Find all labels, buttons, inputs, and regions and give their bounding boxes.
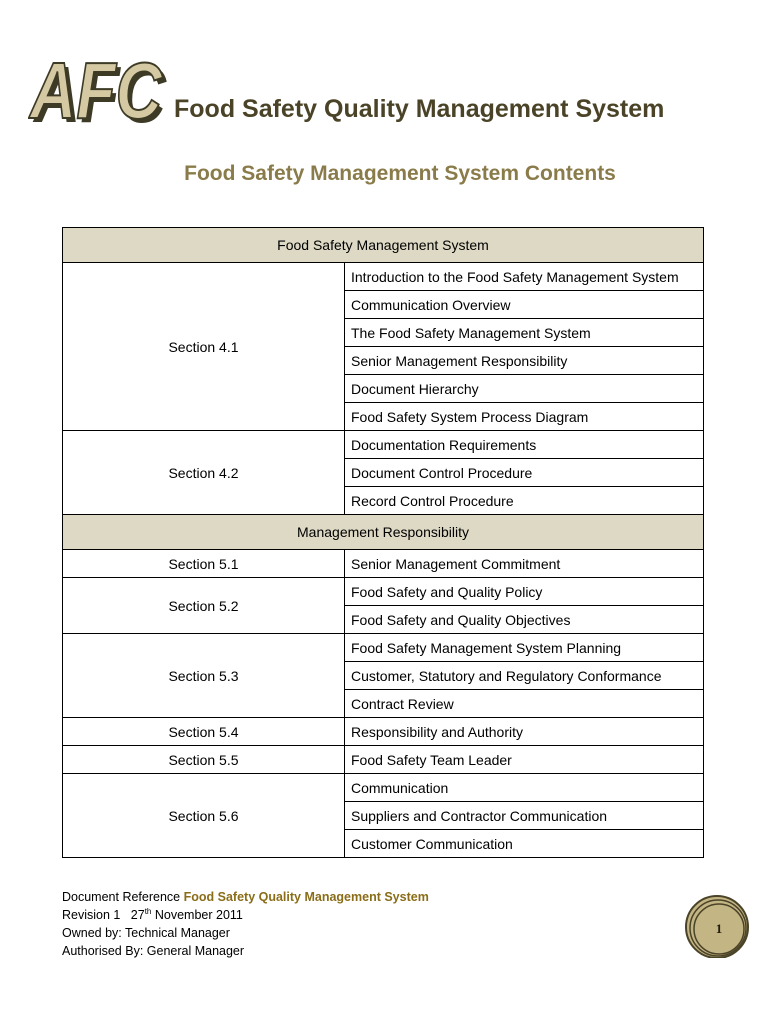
contents-item: The Food Safety Management System [345, 319, 704, 347]
table-row [63, 718, 704, 746]
contents-item: Food Safety and Quality Objectives [345, 606, 704, 634]
contents-item: Documentation Requirements [345, 431, 704, 459]
section-number: Section 5.2 [63, 578, 345, 634]
contents-item: Communication Overview [345, 291, 704, 319]
section-number: Section 5.3 [63, 634, 345, 718]
contents-item: Responsibility and Authority [345, 718, 704, 746]
contents-table [62, 227, 704, 858]
section-number: Section 5.1 [63, 550, 345, 578]
page-number-badge [683, 866, 753, 958]
contents-item: Food Safety Team Leader [345, 746, 704, 774]
revision: Revision 1 [62, 908, 121, 922]
group-header-row [63, 515, 704, 550]
table-row [63, 263, 704, 291]
group-heading: Management Responsibility [63, 515, 704, 550]
contents-item: Introduction to the Food Safety Management System [345, 263, 704, 291]
table-row [63, 746, 704, 774]
document-reference-label: Document Reference [62, 890, 181, 904]
revision-date-day: 27 [130, 908, 145, 922]
contents-item: Customer Communication [345, 830, 704, 858]
afc-logo-shadow: AFC [32, 50, 167, 128]
contents-item: Customer, Statutory and Regulatory Conformance [345, 662, 704, 690]
contents-item: Record Control Procedure [345, 487, 704, 515]
revision-date-rest: November 2011 [154, 908, 243, 922]
page-number: 1 [715, 921, 723, 936]
section-number: Section 4.1 [63, 263, 345, 431]
contents-item: Document Control Procedure [345, 459, 704, 487]
contents-item: Food Safety and Quality Policy [345, 578, 704, 606]
contents-item: Document Hierarchy [345, 375, 704, 403]
section-number: Section 5.6 [63, 774, 345, 858]
table-row [63, 431, 704, 459]
contents-heading: Food Safety Management System Contents [184, 162, 616, 185]
revision-line [62, 906, 429, 924]
document-title: Food Safety Quality Management System [174, 95, 665, 123]
table-row [63, 578, 704, 606]
document-reference [62, 888, 429, 906]
afc-logo [28, 50, 172, 128]
contents-item: Suppliers and Contractor Communication [345, 802, 704, 830]
revision-date-suffix: th [144, 906, 152, 916]
group-heading: Food Safety Management System [63, 228, 704, 263]
group-header-row [63, 228, 704, 263]
table-row [63, 634, 704, 662]
contents-item: Food Safety System Process Diagram [345, 403, 704, 431]
contents-item: Senior Management Responsibility [345, 347, 704, 375]
document-reference-value: Food Safety Quality Management System [183, 890, 429, 904]
document-footer [62, 888, 429, 960]
table-row [63, 774, 704, 802]
afc-logo-text: AFC [28, 50, 163, 128]
contents-item: Senior Management Commitment [345, 550, 704, 578]
owned-by: Owned by: Technical Manager [62, 926, 230, 940]
section-number: Section 5.4 [63, 718, 345, 746]
section-number: Section 4.2 [63, 431, 345, 515]
section-number: Section 5.5 [63, 746, 345, 774]
contents-item: Contract Review [345, 690, 704, 718]
contents-item: Food Safety Management System Planning [345, 634, 704, 662]
table-row [63, 550, 704, 578]
contents-item: Communication [345, 774, 704, 802]
authorised-by: Authorised By: General Manager [62, 944, 245, 958]
